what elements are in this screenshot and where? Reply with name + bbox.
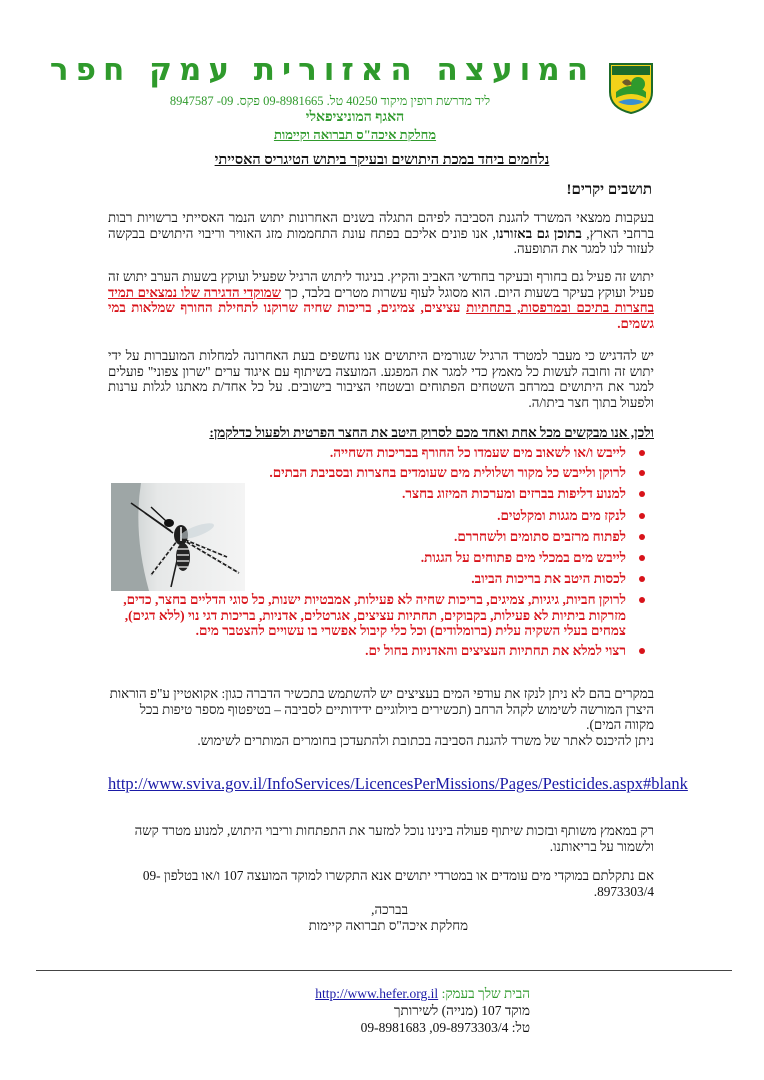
list-item-text: לרוקן ולייבש כל מקור ושלולית מים שעומדים בחצרות ובסביבת הבתים. (269, 465, 626, 481)
paragraph-habits-text: יתוש זה פעיל גם בחורף ובעיקר בחודשי האביב והקיץ. בניגוד ליתוש הרגיל שפעיל ועוקץ בשעות הערב יתוש זה פעיל ועוקץ בעיקר בשעות היום. הוא מסוגל לעוף עשרות מטרים בלבד, כך (108, 269, 654, 300)
pesticide-info-line: במקרים בהם לא ניתן לנקז את עודפי המים בעציצים יש להשתמש בתכשיר הדברה כגון: אקואטיין ע"פ הוראות היצרן המורשה לשימוש לקהל הרחב (תכשירים ביולוגיים ידידותיים לסביבה – בטיפטוף מספר טיפות בכל מקווה המים). (109, 686, 654, 732)
bullet-icon (639, 513, 645, 519)
paragraph-cooperation: רק במאמץ משותף ובזכות שיתוף פעולה בינינו נוכל למזער את התפתחות וריבוי היתוש, למנוע מטרד קשה ולשמור על בריאותנו. (134, 823, 654, 854)
paragraph-intro-part-a: בעקבות ממצאי המשרד להגנת הסביבה לפיהם התגלה בשנים האחרונות יתוש הנמר האסייתי ברשויות רבות ברחבי הארץ, (108, 210, 654, 241)
paragraph-intro (108, 210, 654, 257)
footer-hotline: מוקד 107 (מנייה) לשירותך (393, 1003, 530, 1018)
paragraph-habits-red: עציצים, צמיגים, בריכות שחיה שרוקנו לתחילת החורף שמלאות במי גשמים. (108, 300, 654, 331)
council-name: המועצה האזורית עמק חפר (49, 52, 595, 88)
bullet-icon (639, 450, 645, 456)
footer-home-link[interactable]: http://www.hefer.org.il (315, 986, 439, 1001)
list-item (108, 643, 654, 658)
list-item-text: רצוי למלא את תחתיות העציצים והאדניות בחול ים. (365, 643, 626, 659)
signoff-regards: בברכה, (371, 902, 408, 917)
list-item (108, 592, 654, 638)
list-item-text: לנקז מים מגגות ומקלטים. (497, 507, 626, 523)
council-logo (608, 62, 654, 114)
council-emblem-icon (608, 62, 654, 114)
page-title: נלחמים ביחד במכת היתושים ובעיקר ביתוש הטיגריס האסייתי (214, 152, 550, 168)
footer-phone-row (240, 1019, 530, 1036)
bullet-icon (639, 648, 645, 654)
call-to-action: ולכן, אנו מבקשים מכל אחת ואחד מכם לסרוק היטב את החצר הפרטית ולפעול כדלקמן: (209, 425, 654, 440)
sub-department-name: מחלקת איכה"ס תברואה וקיימות (273, 127, 437, 142)
footer-phones: 09-8973303/4, 09-8981683 (360, 1020, 509, 1035)
department-name: האגף המוניציפאלי (305, 110, 405, 125)
bullet-icon (639, 576, 645, 582)
bullet-icon (639, 534, 645, 540)
bullet-icon (639, 555, 645, 561)
mosquito-photo (111, 483, 245, 591)
paragraph-habits (108, 269, 654, 331)
list-item (108, 445, 654, 460)
list-item (108, 465, 654, 480)
list-item-text: לכסות היטב את בריכות הביוב. (471, 571, 626, 587)
signoff-signature: מחלקת איכה"ס תברואה קיימות (308, 918, 468, 933)
footer-home-row (240, 985, 530, 1002)
mosquito-icon (111, 483, 245, 591)
list-item-text: לייבש ו/או לשאוב מים שעמדו כל החורף בבריכות השחייה. (329, 445, 626, 460)
pesticide-info-line: ניתן להיכנס לאתר של משרד להגנת הסביבה בכתובת ולהתעדכן בחומרים המותרים לשימוש. (197, 732, 654, 748)
contact-line: ליד מדרשת רופין מיקוד 40250 טל. 09-8981665 פקס. 09- 8947587 (169, 94, 491, 108)
pesticide-info (108, 686, 654, 748)
paragraph-habits-highlight: שמוקדי הדגירה שלו נמצאים תמיד בחצרות בתיכם ובמרפסות, בתחתיות (108, 284, 654, 315)
signoff (108, 902, 468, 934)
bullet-icon (639, 491, 645, 497)
footer-phone-label: טל: (511, 1020, 530, 1035)
footer-home-label: הבית שלך בעמק: (441, 986, 530, 1001)
greeting: תושבים יקרים! (566, 182, 652, 198)
paragraph-intro-bold: בתוכן גם באזורנו (495, 225, 582, 241)
pesticides-link[interactable]: http://www.sviva.gov.il/InfoServices/LicencesPerMissions/Pages/Pesticides.aspx#blank (108, 774, 688, 793)
bullet-icon (639, 470, 645, 476)
footer-divider (36, 970, 732, 971)
list-item-text: לייבש מים במכלי מים פתוחים על הגגות. (420, 550, 626, 566)
list-item-text: לפתוח מרזבים סתומים ולשחררם. (453, 528, 626, 544)
paragraph-diseases: יש להדגיש כי מעבר למטרד הרגיל שגורמים היתושים אנו נחשפים בעת האחרונה למחלות המועברות על ידי יתוש זה וחובה לעשות כל מאמץ כדי למגר את המפגע. המועצה בשיתוף עם איגוד ערים "שרון צפוני" פועלים למגר את היתושים במרחב השטחים הפתוחים ובשטחי הציבור בישובים. על כל אחד/ת מאתנו לגלות ערנות ולפעול בתוך חצר ביתו/ה. (108, 348, 654, 410)
footer (240, 985, 530, 1036)
bullet-icon (639, 597, 645, 603)
paragraph-intro-part-b: , אנו פונים אליכם בפתח עונת התחממות מזג האוויר וריבוי היתושים בבקשה לעזור לנו למגר את התופעה. (108, 225, 654, 256)
paragraph-hotline: אם נתקלתם במוקדי מים עומדים או במטרדי יתושים אנא התקשרו למוקד המועצה 107 ו/או בטלפון 09-8973303/4. (142, 868, 654, 899)
list-item-text: לרוקן חביות, גיגיות, צמיגים, בריכות שחיה לא פעילות, אמבטיות ישנות, כל סוגי הדליים בחצר, כדים, מזרקות ביתיות לא פעילות, בקבוקים, תחתיות עציצים, אגרטלים, אדניות, בריכות דגי נוי (ללא דגים), צמחים בעלי השקיה עלית (ברומלודים) וכל כלי קיבול אפשרי בו עשויים להצטבר מים. (123, 592, 626, 638)
list-item-text: למנוע דליפות בברזים ומערכות המיזוג בחצר. (402, 486, 626, 502)
